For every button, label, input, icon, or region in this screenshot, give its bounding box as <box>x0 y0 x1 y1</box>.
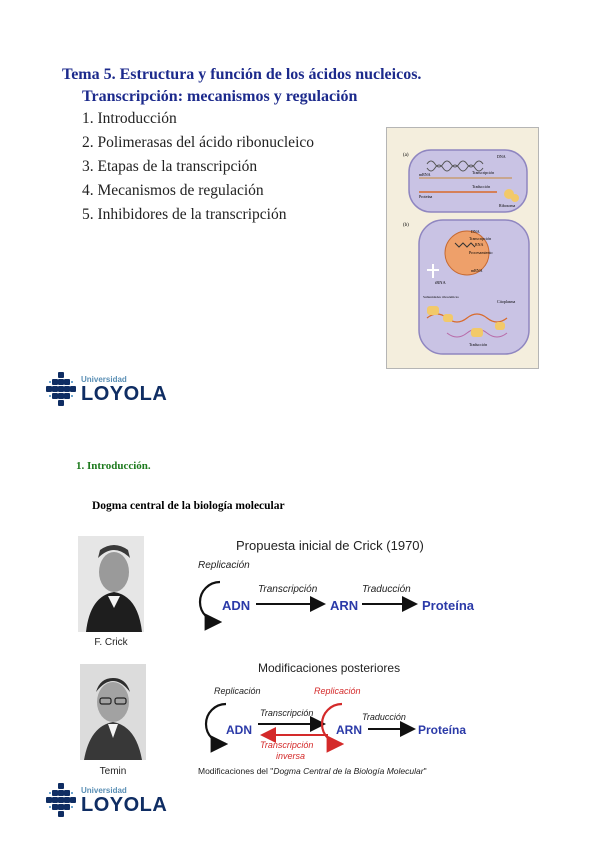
bottom-adn-node: ADN <box>226 723 252 737</box>
bottom-proteina-node: Proteína <box>418 723 467 737</box>
table-of-contents <box>82 107 314 227</box>
crick-proposal-title: Propuesta inicial de Crick (1970) <box>236 538 424 553</box>
temin-caption: Temin <box>99 766 127 777</box>
toc-item: 2. Polimerasas del ácido ribonucleico <box>82 134 315 151</box>
label-b-mrna: mRNA <box>471 268 483 273</box>
label-b-procesamiento: Procesamiento <box>469 250 493 255</box>
later-modifications-title: Modificaciones posteriores <box>258 661 401 675</box>
panel-a-label: (a) <box>403 153 409 158</box>
label-a-transcripcion: Transcripción <box>472 170 495 175</box>
reverse-transcription-label-1: Transcripción <box>260 740 314 750</box>
label-a-mrna: mRNA <box>419 172 431 177</box>
central-dogma-diagram <box>190 530 490 780</box>
bottom-dna-replication-loop <box>206 704 226 744</box>
crick-portrait-image <box>78 536 144 632</box>
label-b-traduccion: Traducción <box>469 342 488 347</box>
toc-item: 4. Mecanismos de regulación <box>82 182 264 199</box>
title-line-2: Transcripción: mecanismos y regulación <box>82 88 358 105</box>
loyola-emblem-icon <box>46 782 76 820</box>
top-replicacion-label: Replicación <box>198 560 250 571</box>
temin-portrait-image <box>80 664 146 760</box>
page-title <box>62 64 421 108</box>
top-transcripcion-label: Transcripción <box>258 584 318 595</box>
title-line-1: Tema 5. Estructura y función de los ácidos nucleicos. <box>62 66 422 83</box>
bottom-traduccion-label: Traducción <box>362 712 406 722</box>
toc-item: 1. Introducción <box>82 110 177 127</box>
label-a-traduccion: Traducción <box>472 184 491 189</box>
label-b-subunidades: Subunidades ribosómicas <box>423 295 459 299</box>
label-b-rna: RNA <box>475 242 484 247</box>
caption-italic: Dogma Central de la Biología Molecular <box>273 766 424 776</box>
loyola-emblem-icon <box>46 371 76 409</box>
top-traduccion-label: Traducción <box>362 584 411 595</box>
logo-small-text: Universidad <box>81 375 127 384</box>
temin-photo <box>80 664 146 760</box>
label-a-proteina: Proteína <box>419 194 433 199</box>
top-proteina-node: Proteína <box>422 598 475 613</box>
section-heading: 1. Introducción. <box>76 460 151 472</box>
label-b-dna: DNA <box>471 229 480 234</box>
dogma-heading: Dogma central de la biología molecular <box>92 500 285 512</box>
logo-big-text: LOYOLA <box>81 383 168 405</box>
logo-big-text: LOYOLA <box>81 794 168 816</box>
toc-item: 5. Inhibidores de la transcripción <box>82 206 287 223</box>
panel-b-label: (b) <box>403 223 409 228</box>
university-logo <box>46 371 167 409</box>
caption-prefix: Modificaciones del " <box>198 766 274 776</box>
crick-caption: F. Crick <box>94 637 128 648</box>
label-a-dna: DNA <box>497 154 506 159</box>
top-replication-loop <box>200 582 220 622</box>
university-logo-footer <box>46 782 167 820</box>
toc-item: 3. Etapas de la transcripción <box>82 158 258 175</box>
reverse-transcription-label-2: inversa <box>276 751 306 761</box>
label-b-trna: tRNA <box>435 280 446 285</box>
label-b-transcripcion: Transcripción <box>469 236 492 241</box>
cell-figure-illustration <box>387 128 538 368</box>
top-adn-node: ADN <box>222 598 251 613</box>
cell-figure <box>386 127 539 369</box>
bottom-replicacion-left-label: Replicación <box>214 686 261 696</box>
bottom-transcripcion-label: Transcripción <box>260 708 314 718</box>
label-a-ribosoma: Ribosoma <box>499 203 516 208</box>
bottom-arn-node: ARN <box>336 723 362 737</box>
diagram-caption <box>198 766 427 776</box>
logo-small-text: Universidad <box>81 786 127 795</box>
label-b-citoplasma: Citoplasma <box>497 299 516 304</box>
top-arn-node: ARN <box>330 598 359 613</box>
crick-photo <box>78 536 144 632</box>
caption-suffix: " <box>423 766 427 776</box>
bottom-replicacion-right-label: Replicación <box>314 686 361 696</box>
